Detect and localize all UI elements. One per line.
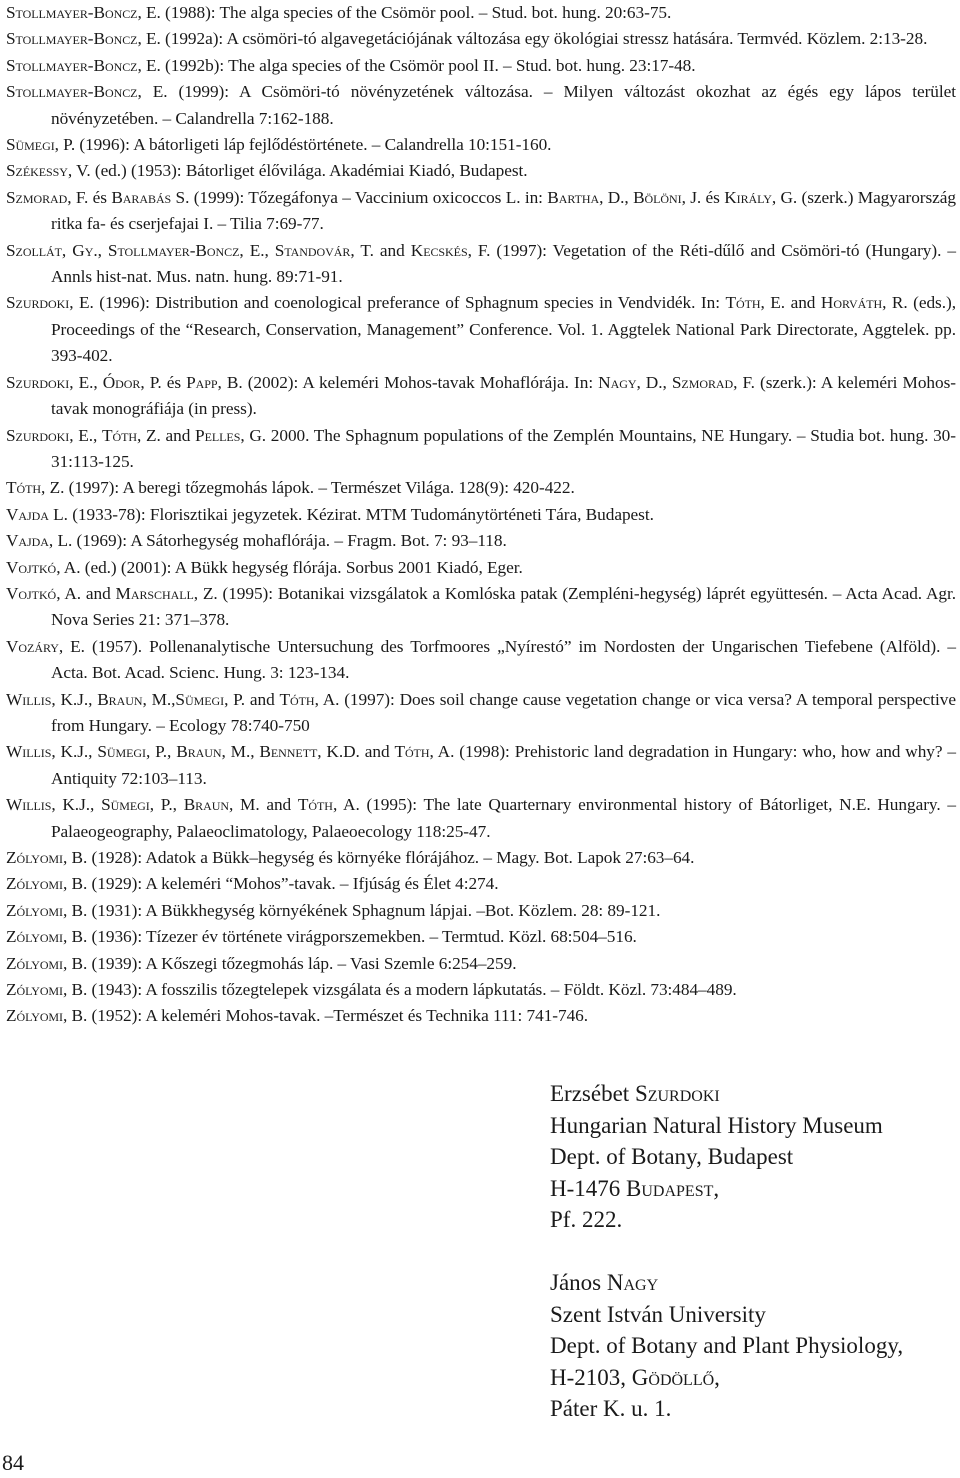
- reference-text: , P. and: [224, 689, 280, 709]
- author-name: Kecskés: [410, 240, 468, 260]
- author-name: Stollmayer-Boncz: [6, 3, 138, 22]
- reference-text: , Z. and: [137, 425, 196, 445]
- reference-text: , L. (1969): A Sátorhegység mohaflórája. – Fragm. Bot. 7: 93–118.: [48, 531, 507, 551]
- reference-text: , E. (1992b): The alga species of the Csömör pool II. – Stud. bot. hung. 23:17-48.: [137, 55, 696, 75]
- reference-text: János: [550, 1270, 607, 1295]
- author-name: Tóth: [6, 478, 42, 498]
- reference-text: , K.J.,: [51, 795, 102, 815]
- author-name: Szurdoki: [634, 1081, 720, 1106]
- reference-entry: [6, 528, 956, 554]
- reference-entry: [6, 555, 956, 581]
- author-name: Zólyomi: [6, 900, 63, 920]
- reference-text: , F. és: [67, 187, 112, 207]
- reference-entry: [6, 79, 956, 132]
- reference-list: [6, 0, 956, 1030]
- reference-text: , B. (1939): A Kőszegi tőzegmohás láp. – Vasi Szemle 6:254–259.: [63, 953, 517, 973]
- reference-text: , J. és: [681, 187, 725, 207]
- address-line: [550, 1204, 903, 1236]
- reference-entry: [6, 185, 956, 238]
- reference-text: ,: [61, 240, 73, 260]
- author-name: Vojtkó: [6, 557, 57, 577]
- reference-text: , M. and: [228, 795, 298, 815]
- address-line: [550, 1299, 903, 1331]
- reference-text: , A. (ed.) (2001): A Bükk hegység flórája. Sorbus 2001 Kiadó, Eger.: [56, 557, 523, 577]
- author-name: Willis: [6, 689, 52, 709]
- author-name: Papp: [186, 372, 218, 392]
- author-name: Nagy: [606, 1270, 659, 1295]
- author-name: Horváth: [820, 293, 883, 313]
- reference-text: , G. 2000. The Sphagnum populations of the Zemplén Mountains, NE Hungary. – Studia bot. hung. 30-31:113-125.: [51, 425, 956, 471]
- reference-entry: [6, 132, 956, 158]
- reference-text: , Z. (1995): Botanikai vizsgálatok a Komlóska patak (Zempléni-hegység) láprét együttesén. – Acta Acad. Agr. Nova Series 21: 371–378.: [51, 583, 956, 630]
- reference-text: , E. (1992a): A csömöri-tó algavegetációjának változása egy ökológiai stressz hatására. Termvéd. Közlem. 2:13-28.: [137, 29, 928, 49]
- author-name: Stollmayer-Boncz: [6, 55, 138, 75]
- reference-entry: [6, 502, 956, 528]
- reference-entry: [6, 290, 956, 369]
- reference-entry: [6, 634, 956, 687]
- reference-text: , T. and: [350, 240, 411, 260]
- reference-text: , E.,: [239, 240, 275, 260]
- reference-entry: [6, 0, 956, 26]
- reference-text: S. (1999): Tőzegáfonya – Vaccinium oxicoccos L. in:: [171, 187, 548, 207]
- author-name: Szurdoki: [6, 425, 70, 445]
- address-line: [550, 1362, 903, 1394]
- address-line: [550, 1173, 903, 1205]
- reference-text: , R. (eds.), Proceedings of the “Research, Conservation, Management” Conference. Vol. 1. Aggtelek National Park Directorate, Aggtelek. pp. 393-402.: [51, 293, 956, 366]
- reference-text: , D.,: [599, 187, 634, 207]
- page-number: 84: [2, 1450, 24, 1475]
- reference-entry: [6, 238, 956, 291]
- reference-text: , E.,: [69, 372, 103, 392]
- author-name: Stollmayer-Boncz: [6, 29, 138, 49]
- reference-entry: [6, 26, 956, 52]
- author-name: Zólyomi: [6, 980, 63, 1000]
- reference-text: Dept. of Botany, Budapest: [550, 1144, 794, 1169]
- author-name: Vozáry: [6, 636, 59, 656]
- reference-text: , M.,: [142, 689, 176, 709]
- author-name: Tóth: [725, 293, 761, 313]
- author-name: Gödöllő: [631, 1364, 715, 1390]
- author-name: Szurdoki: [6, 372, 70, 392]
- reference-text: L. (1933-78): Florisztikai jegyzetek. Kézirat. MTM Tudománytörténeti Tára, Budapest.: [48, 504, 654, 524]
- reference-text: ,: [713, 1175, 720, 1201]
- author-name: Tóth: [297, 795, 333, 815]
- author-name: Braun: [97, 689, 143, 709]
- author-name: Vojtkó: [6, 583, 57, 603]
- author-name: Vajda: [6, 504, 49, 524]
- author-name: Zólyomi: [6, 953, 63, 973]
- reference-text: , F. (szerk.): A keleméri Mohos-tavak monográfiája (in press).: [51, 372, 956, 419]
- author-name: Sümegi: [101, 795, 150, 815]
- reference-entry: [6, 370, 956, 423]
- author-addresses: [550, 1078, 903, 1425]
- reference-text: , G. (szerk.) Magyarország ritka fa- és cserjefajai I. – Tilia 7:69-77.: [51, 187, 956, 234]
- author-name: Szurdoki: [6, 293, 70, 313]
- reference-text: , A. (1995): The late Quarternary environmental history of Bátorliget, N.E. Hungary. – Palaeogeography, Palaeoclimatology, Palaeoecology 118:25-47.: [51, 795, 956, 841]
- reference-text: ,: [714, 1364, 720, 1390]
- address-line: [550, 1110, 903, 1142]
- reference-text: , A. and: [56, 583, 116, 603]
- reference-text: , B. (1952): A keleméri Mohos-tavak. –Természet és Technika 111: 741-746.: [63, 1006, 589, 1026]
- reference-text: Erzsébet: [550, 1081, 635, 1106]
- reference-text: , B. (1928): Adatok a Bükk–hegység és környéke flórájához. – Magy. Bot. Lapok 27:63–64.: [63, 848, 695, 867]
- reference-text: , B. (1929): A keleméri “Mohos”-tavak. – Ifjúság és Élet 4:274.: [63, 874, 499, 894]
- reference-text: , K.J.,: [51, 689, 98, 709]
- reference-entry: [6, 739, 956, 792]
- author-name: Standovár: [274, 240, 351, 260]
- reference-text: Páter K. u. 1.: [550, 1396, 672, 1421]
- address-line: [550, 1078, 903, 1110]
- author-name: Gy: [72, 240, 94, 260]
- address-line: [550, 1393, 903, 1425]
- reference-text: H-2103,: [550, 1364, 632, 1390]
- author-name: Marschall: [115, 583, 194, 603]
- author-name: Braun: [176, 742, 222, 762]
- reference-entry: [6, 951, 956, 977]
- author-name: Sümegi: [97, 742, 146, 762]
- reference-text: , K.J.,: [51, 742, 98, 762]
- reference-entry: [6, 898, 956, 924]
- author-name: Szollát: [6, 240, 62, 260]
- author-name: Tóth: [101, 425, 138, 445]
- reference-text: , K.D. and: [317, 742, 395, 762]
- reference-text: Szent István University: [550, 1301, 766, 1327]
- author-name: Ódor: [102, 372, 141, 392]
- reference-text: , D.,: [636, 372, 672, 392]
- reference-entry: [6, 845, 956, 871]
- author-name: Stollmayer-Boncz: [107, 240, 240, 260]
- author-name: Zólyomi: [6, 927, 63, 947]
- reference-entry: [6, 977, 956, 1003]
- reference-entry: [6, 53, 956, 79]
- author-name: Tóth: [394, 742, 430, 762]
- reference-text: .,: [93, 240, 108, 260]
- author-address-block: [550, 1078, 903, 1236]
- reference-entry: [6, 687, 956, 740]
- author-name: Király: [724, 187, 772, 207]
- reference-text: Dept. of Botany and Plant Physiology,: [550, 1333, 904, 1358]
- reference-text: , B. (1943): A fosszilis tőzegtelepek vizsgálata és a modern lápkutatás. – Földt. Közl. 73:484–489.: [63, 980, 737, 1000]
- author-name: Bölöni: [633, 187, 682, 207]
- author-name: Stollmayer-Boncz: [6, 82, 138, 102]
- reference-text: Hungarian Natural History Museum: [550, 1112, 883, 1138]
- reference-entry: [6, 423, 956, 476]
- author-name: Bennett: [259, 742, 318, 762]
- reference-text: , E. (1957). Pollenanalytische Untersuchung des Torfmoores „Nyírestó” im Nordosten der Ungarischen Tiefebene (Alföld). – Acta. Bot. Acad. Scienc. Hung. 3: 123-134.: [51, 636, 956, 683]
- reference-text: , B. (1931): A Bükkhegység környékének Sphagnum lápjai. –Bot. Közlem. 28: 89-121.: [63, 900, 661, 920]
- reference-entry: [6, 581, 956, 634]
- author-name: Willis: [6, 795, 52, 815]
- author-name: Szmorad: [6, 187, 68, 207]
- reference-text: , F. (1997): Vegetation of the Réti-dűlő and Csömöri-tó (Hungary). – Annls hist-nat. Mus. natn. hung. 89:71-91.: [51, 240, 956, 287]
- reference-text: , A. (1998): Prehistoric land degradation in Hungary: who, how and why? – Antiquity 72:103–113.: [51, 742, 956, 788]
- author-name: Barabás: [111, 187, 172, 207]
- author-name: Willis: [6, 742, 52, 762]
- reference-text: , E. (1988): The alga species of the Csömör pool. – Stud. bot. hung. 20:63-75.: [137, 3, 672, 22]
- author-name: Braun: [183, 795, 229, 815]
- reference-text: , E. and: [760, 293, 821, 313]
- address-line: [550, 1267, 903, 1299]
- reference-text: , E.,: [69, 425, 102, 445]
- author-name: Székessy: [6, 161, 68, 181]
- reference-entry: [6, 924, 956, 950]
- reference-text: , P.,: [145, 742, 177, 762]
- author-name: Pelles: [195, 425, 241, 445]
- author-name: Sümegi: [175, 689, 225, 709]
- reference-text: , P. (1996): A bátorligeti láp fejlődéstörténete. – Calandrella 10:151-160.: [54, 135, 552, 155]
- reference-text: , V. (ed.) (1953): Bátorliget élővilága. Akadémiai Kiadó, Budapest.: [67, 161, 528, 181]
- address-line: [550, 1141, 903, 1173]
- reference-text: , A. (1997): Does soil change cause vegetation change or vica versa? A temporal perspective from Hungary. – Ecology 78:740-750: [51, 689, 956, 735]
- address-line: [550, 1330, 903, 1362]
- reference-text: , P.,: [149, 795, 184, 815]
- reference-entry: [6, 158, 956, 184]
- author-name: Nagy: [598, 372, 637, 392]
- reference-text: Pf. 222.: [550, 1207, 623, 1232]
- reference-entry: [6, 871, 956, 897]
- reference-text: , B. (2002): A keleméri Mohos-tavak Mohaflórája. In:: [217, 372, 599, 392]
- author-name: Sümegi: [6, 135, 55, 155]
- author-name: Zólyomi: [6, 874, 63, 894]
- reference-text: , B. (1936): Tízezer év története virágporszemekben. – Termtud. Közl. 68:504–516.: [63, 927, 637, 947]
- reference-entry: [6, 475, 956, 501]
- reference-text: , M.,: [221, 742, 260, 762]
- reference-text: , Z. (1997): A beregi tőzegmohás lápok. – Természet Világa. 128(9): 420-422.: [41, 478, 575, 498]
- reference-text: , E. (1999): A Csömöri-tó növényzetének változása. – Milyen változást okozhat az égés egy lápos terület növényzetében. – Calandrella 7:162-188.: [51, 82, 956, 128]
- reference-entry: [6, 1003, 956, 1029]
- author-name: Budapest: [626, 1175, 714, 1201]
- author-name: Zólyomi: [6, 848, 63, 867]
- reference-text: H-1476: [550, 1175, 627, 1201]
- author-name: Bartha: [547, 187, 600, 207]
- reference-text: , E. (1996): Distribution and coenological preferance of Sphagnum species in Vendvidék. In:: [69, 293, 726, 313]
- author-name: Zólyomi: [6, 1006, 63, 1026]
- author-name: Vajda: [6, 531, 49, 551]
- reference-text: , P. és: [140, 372, 187, 392]
- author-address-block: [550, 1267, 903, 1425]
- reference-entry: [6, 792, 956, 845]
- author-name: Szmorad: [671, 372, 734, 392]
- author-name: Tóth: [279, 689, 315, 709]
